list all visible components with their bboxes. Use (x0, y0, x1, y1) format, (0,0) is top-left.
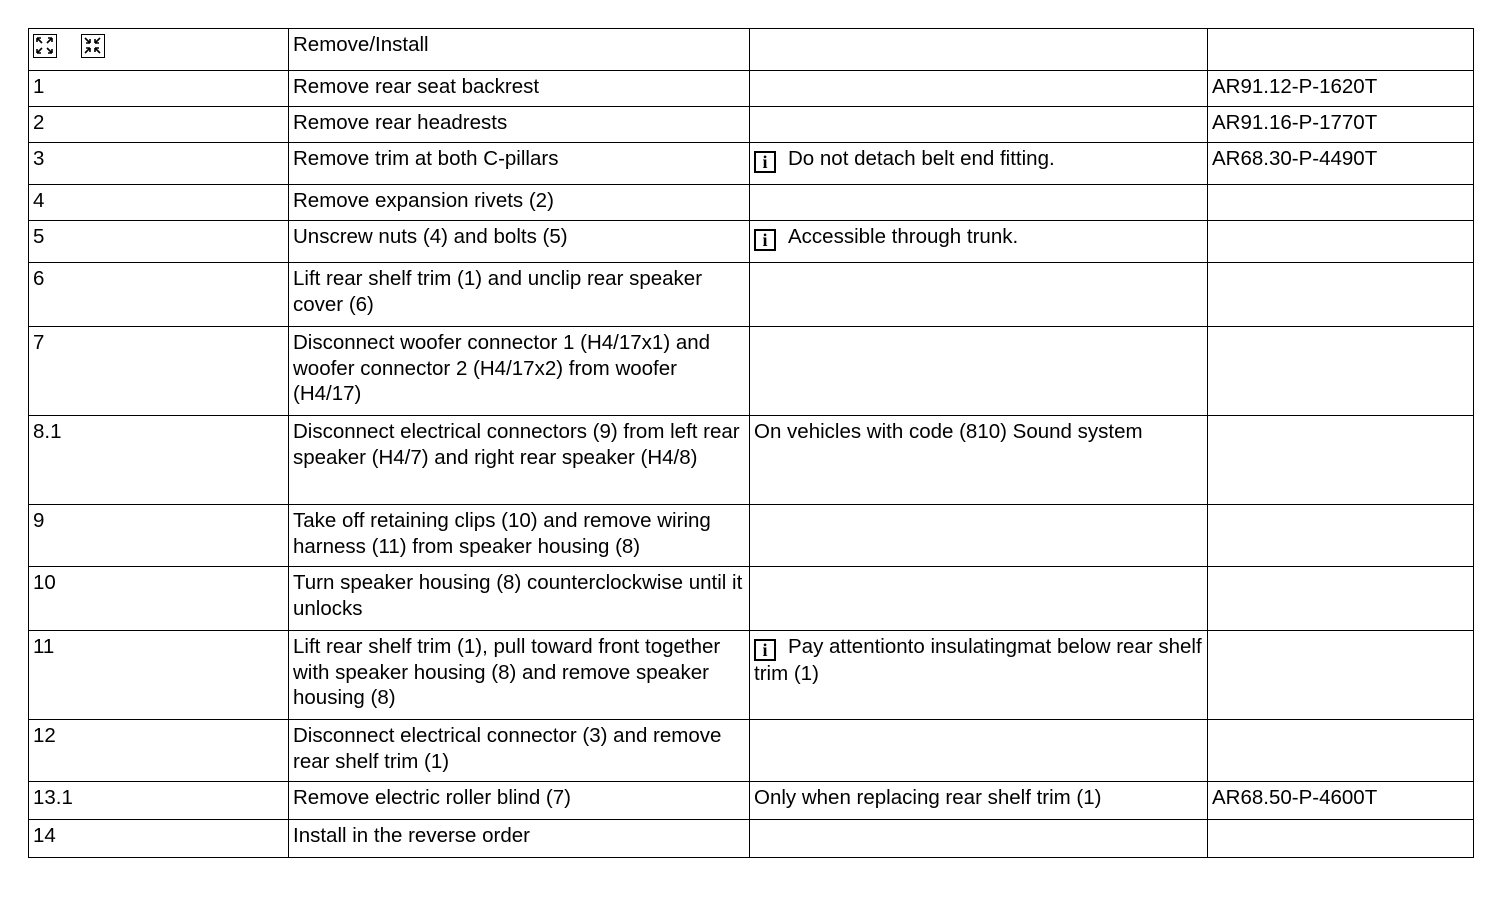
step-number: 14 (29, 820, 289, 858)
step-note (750, 327, 1208, 416)
table-row (29, 107, 1474, 143)
table-row (29, 416, 1474, 505)
step-reference (1208, 185, 1474, 221)
table-row (29, 143, 1474, 185)
step-note (750, 782, 1208, 820)
step-note (750, 720, 1208, 782)
info-icon: i (754, 151, 776, 173)
header-title: Remove/Install (289, 29, 750, 71)
step-action: Disconnect electrical connector (3) and remove rear shelf trim (1) (289, 720, 750, 782)
table-row (29, 782, 1474, 820)
step-note (750, 221, 1208, 263)
step-action: Remove expansion rivets (2) (289, 185, 750, 221)
header-note-cell (750, 29, 1208, 71)
expand-icon[interactable] (33, 34, 57, 58)
step-reference (1208, 327, 1474, 416)
step-number: 13.1 (29, 782, 289, 820)
step-number: 7 (29, 327, 289, 416)
table-row (29, 567, 1474, 631)
step-note (750, 567, 1208, 631)
table-row (29, 185, 1474, 221)
table-row (29, 263, 1474, 327)
step-action: Remove electric roller blind (7) (289, 782, 750, 820)
step-reference[interactable]: AR68.50-P-4600T (1208, 782, 1474, 820)
header-icons-cell (29, 29, 289, 71)
table-row (29, 720, 1474, 782)
step-action: Disconnect woofer connector 1 (H4/17x1) and woofer connector 2 (H4/17x2) from woofer (H4/17) (289, 327, 750, 416)
step-number: 6 (29, 263, 289, 327)
info-icon: i (754, 639, 776, 661)
step-note (750, 263, 1208, 327)
step-note-text: Pay attentionto insulatingmat below rear shelf trim (1) (754, 635, 1202, 685)
step-number: 3 (29, 143, 289, 185)
step-action: Remove rear headrests (289, 107, 750, 143)
info-icon: i (754, 229, 776, 251)
step-number: 10 (29, 567, 289, 631)
step-note (750, 416, 1208, 505)
step-action: Lift rear shelf trim (1) and unclip rear speaker cover (6) (289, 263, 750, 327)
step-reference (1208, 416, 1474, 505)
step-number: 8.1 (29, 416, 289, 505)
step-reference (1208, 221, 1474, 263)
step-note (750, 143, 1208, 185)
step-reference[interactable]: AR68.30-P-4490T (1208, 143, 1474, 185)
step-number: 9 (29, 505, 289, 567)
step-reference (1208, 263, 1474, 327)
step-note (750, 71, 1208, 107)
step-reference (1208, 567, 1474, 631)
table-row (29, 221, 1474, 263)
step-note (750, 185, 1208, 221)
step-number: 11 (29, 631, 289, 720)
step-action: Disconnect electrical connectors (9) from left rear speaker (H4/7) and right rear speaker (H4/8) (289, 416, 750, 505)
step-action: Turn speaker housing (8) counterclockwise until it unlocks (289, 567, 750, 631)
step-note (750, 820, 1208, 858)
step-note-text: On vehicles with code (810) Sound system (754, 420, 1143, 443)
step-action: Remove rear seat backrest (289, 71, 750, 107)
step-number: 2 (29, 107, 289, 143)
step-number: 1 (29, 71, 289, 107)
step-action: Lift rear shelf trim (1), pull toward front together with speaker housing (8) and remove speaker housing (8) (289, 631, 750, 720)
step-reference (1208, 505, 1474, 567)
step-note (750, 107, 1208, 143)
step-reference[interactable]: AR91.16-P-1770T (1208, 107, 1474, 143)
step-action: Unscrew nuts (4) and bolts (5) (289, 221, 750, 263)
step-number: 5 (29, 221, 289, 263)
table-row (29, 71, 1474, 107)
step-action: Install in the reverse order (289, 820, 750, 858)
step-note-text: Do not detach belt end fitting. (788, 147, 1055, 170)
step-number: 12 (29, 720, 289, 782)
step-number: 4 (29, 185, 289, 221)
step-reference (1208, 631, 1474, 720)
step-action: Remove trim at both C-pillars (289, 143, 750, 185)
step-note-text: Only when replacing rear shelf trim (1) (754, 786, 1102, 809)
step-reference[interactable]: AR91.12-P-1620T (1208, 71, 1474, 107)
collapse-icon[interactable] (81, 34, 105, 58)
table-row (29, 631, 1474, 720)
step-note (750, 631, 1208, 720)
procedure-table (28, 28, 1474, 858)
step-note-text: Accessible through trunk. (788, 225, 1019, 248)
table-row (29, 327, 1474, 416)
step-reference (1208, 820, 1474, 858)
step-note (750, 505, 1208, 567)
table-row (29, 820, 1474, 858)
step-reference (1208, 720, 1474, 782)
table-row (29, 505, 1474, 567)
step-action: Take off retaining clips (10) and remove wiring harness (11) from speaker housing (8) (289, 505, 750, 567)
header-row (29, 29, 1474, 71)
header-ref-cell (1208, 29, 1474, 71)
